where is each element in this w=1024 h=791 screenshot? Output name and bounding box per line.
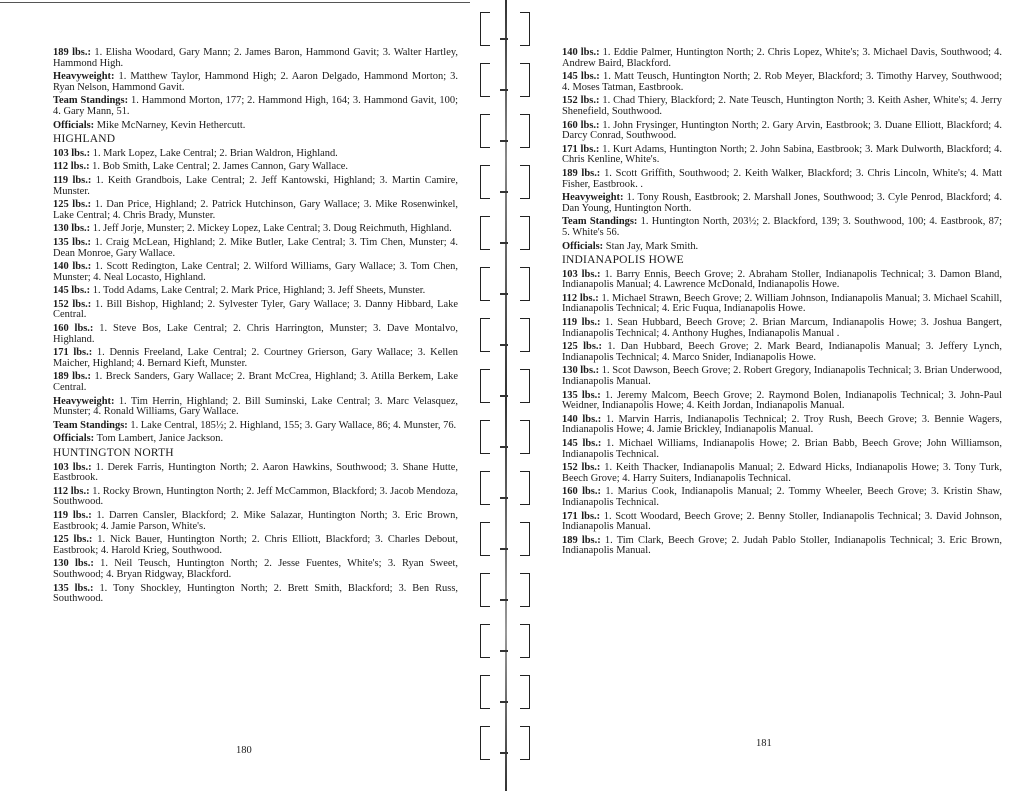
left-page: [0, 0, 470, 791]
entry-label: 112 lbs.:: [53, 161, 90, 173]
entry-text: 1. Rocky Brown, Huntington North; 2. Jeff McCammon, Blackford; 3. Jacob Mendoza, Southwood.: [53, 485, 458, 508]
result-entry: [562, 536, 1002, 557]
entry-text: 1. Jeff Jorje, Munster; 2. Mickey Lopez, Lake Central; 3. Doug Reichmuth, Highland.: [90, 223, 452, 235]
binding-mark-left: [480, 420, 490, 454]
entry-label: 119 lbs.:: [53, 174, 92, 186]
binding-mark-right: [520, 624, 530, 658]
entry-label: 140 lbs.:: [53, 261, 92, 273]
entry-label: 171 lbs.:: [562, 143, 600, 155]
page-number-left: 180: [236, 745, 252, 756]
entry-text: 1. Derek Farris, Huntington North; 2. Aaron Hawkins, Southwood; 3. Shane Hutte, Eastbrook.: [53, 461, 458, 484]
entry-label: 152 lbs.:: [53, 298, 92, 310]
binding-mark-left: [480, 726, 490, 760]
entry-text: 1. Lake Central, 185½; 2. Highland, 155; 3. Gary Wallace, 86; 4. Munster, 76.: [127, 419, 457, 431]
result-entry: [562, 512, 1002, 533]
result-entry: [53, 238, 458, 259]
binding-mark-right: [520, 12, 530, 46]
binding-mark-right: [520, 726, 530, 760]
entry-text: 1. Sean Hubbard, Beech Grove; 2. Brian Marcum, Indianapolis Howe; 3. Joshua Bangert, Indianapolis Technical; 4. Anthony Hughes, Indianapolis Manual .: [562, 317, 1002, 339]
entry-label: Team Standings:: [53, 95, 129, 107]
entry-text: 1. Marius Cook, Indianapolis Manual; 2. Tommy Wheeler, Beech Grove; 3. Kristin Shaw, Indianapolis Technical.: [562, 486, 1002, 508]
entry-text: 1. Neil Teusch, Huntington North; 2. Jesse Fuentes, White's; 3. Ryan Sweet, Southwood; 4. Bryan Ridgway, Blackford.: [53, 558, 458, 580]
result-entry: [53, 149, 458, 160]
section-heading: HUNTINGTON NORTH: [53, 447, 174, 459]
top-rule: [0, 2, 470, 3]
result-entry: [562, 96, 1002, 117]
entry-text: 1. Jeremy Malcom, Beech Grove; 2. Raymond Bolen, Indianapolis Technical; 3. John-Paul Weidner, Indianapolis Howe; 4. Keith Jordan, Indianapolis Manual.: [562, 389, 1002, 412]
entry-label: 145 lbs.:: [562, 438, 602, 449]
entry-text: 1. Keith Thacker, Indianapolis Manual; 2. Edward Hicks, Indianapolis Howe; 3. Tony Turk, Beech Grove; 4. Harry Suiters, Indianapolis Technical.: [562, 462, 1002, 484]
entry-text: 1. Dennis Freeland, Lake Central; 2. Courtney Grierson, Gary Wallace; 3. Kellen Maicher, Highland; 4. Bernard Kieft, Munster.: [53, 347, 458, 369]
binding-mark-right: [520, 522, 530, 556]
binding-tick: [500, 650, 508, 652]
result-entry: [53, 176, 458, 197]
right-page-column: [562, 48, 1002, 560]
binding-tick: [500, 752, 508, 754]
entry-text: 1. Eddie Palmer, Huntington North; 2. Chris Lopez, White's; 3. Michael Davis, Southwood; 4. Andrew Baird, Blackford.: [562, 47, 1002, 69]
entry-label: 103 lbs.:: [562, 268, 601, 280]
result-entry: [562, 242, 1002, 253]
entry-text: 1. Matthew Taylor, Hammond High; 2. Aaron Delgado, Hammond Morton; 3. Ryan Nelson, Hammond Gavit.: [53, 71, 458, 93]
binding-tick: [500, 599, 508, 601]
binding-mark-right: [520, 63, 530, 97]
binding-mark-left: [480, 624, 490, 658]
binding-tick: [500, 395, 508, 397]
entry-label: 103 lbs.:: [53, 147, 91, 159]
entry-text: 1. John Frysinger, Huntington North; 2. Gary Arvin, Eastbrook; 3. Duane Elliott, Blackford; 4. Darcy Conrad, Southwood.: [562, 119, 1002, 142]
entry-text: 1. Matt Teusch, Huntington North; 2. Rob Meyer, Blackford; 3. Timothy Harvey, Southwood; 4. Moses Tatman, Eastbrook.: [562, 71, 1002, 93]
result-entry: [53, 72, 458, 93]
entry-label: Heavyweight:: [53, 395, 115, 407]
binding-mark-left: [480, 267, 490, 301]
entry-text: 1. Bob Smith, Lake Central; 2. James Cannon, Gary Wallace.: [89, 161, 348, 173]
binding-mark-right: [520, 675, 530, 709]
result-entry: [53, 511, 458, 532]
result-entry: [562, 169, 1002, 190]
result-entry: [53, 224, 458, 235]
binding-tick: [500, 701, 508, 703]
entry-text: 1. Dan Hubbard, Beech Grove; 2. Mark Beard, Indianapolis Manual; 3. Jeffery Lynch, Indianapolis Technical; 4. Marco Snider, Indianapolis Howe.: [562, 341, 1002, 363]
binding-tick: [500, 140, 508, 142]
binding-mark-right: [520, 573, 530, 607]
entry-label: 125 lbs.:: [53, 534, 93, 546]
binding-tick: [500, 89, 508, 91]
result-entry: [53, 348, 458, 369]
entry-text: Mike McNarney, Kevin Hethercutt.: [94, 119, 246, 131]
entry-label: Officials:: [562, 240, 604, 252]
binding-mark-right: [520, 471, 530, 505]
entry-label: 130 lbs.:: [53, 223, 91, 235]
entry-label: 112 lbs.:: [53, 485, 90, 497]
entry-text: 1. Darren Cansler, Blackford; 2. Mike Salazar, Huntington North; 3. Eric Brown, Eastbrook; 4. Jamie Parson, White's.: [53, 509, 458, 532]
section-heading: INDIANAPOLIS HOWE: [562, 254, 684, 267]
entry-text: 1. Tim Clark, Beech Grove; 2. Judah Pablo Stoller, Indianapolis Technical; 3. Eric Brown, Indianapolis Manual.: [562, 534, 1002, 557]
entry-text: 1. Huntington North, 203½; 2. Blackford, 139; 3. Southwood, 100; 4. Eastbrook, 87; 5. White's 56.: [562, 216, 1002, 238]
result-entry: [562, 439, 1002, 460]
entry-text: 1. Steve Bos, Lake Central; 2. Chris Harrington, Munster; 3. Dave Montalvo, Highland.: [53, 323, 459, 345]
entry-text: 1. Barry Ennis, Beech Grove; 2. Abraham Stoller, Indianapolis Technical; 3. Damon Bland, Indianapolis Manual; 4. Lawrence McDonald, Indianapolis Howe.: [562, 268, 1002, 291]
page-number-right: 181: [756, 738, 772, 749]
entry-label: 152 lbs.:: [562, 462, 601, 474]
binding-tick: [500, 497, 508, 499]
result-entry: [53, 121, 458, 132]
entry-label: 103 lbs.:: [53, 461, 92, 473]
result-entry: [53, 372, 458, 393]
result-entry: [53, 584, 458, 605]
entry-text: 1. Michael Williams, Indianapolis Howe; 2. Brian Babb, Beech Grove; John Williamson, Indianapolis Technical.: [562, 438, 1002, 460]
result-entry: [53, 463, 458, 484]
entry-text: 1. Nick Bauer, Huntington North; 2. Chris Elliott, Blackford; 3. Charles Debout, Eastbrook; 4. Harold Krieg, Southwood.: [53, 534, 458, 556]
entry-label: Officials:: [53, 433, 95, 445]
binding-mark-right: [520, 165, 530, 199]
book-gutter: [470, 0, 540, 791]
entry-text: 1. Marvin Harris, Indianapolis Technical; 2. Troy Rush, Beech Grove; 3. Bennie Wagers, Indianapolis Howe; 4. Jamie Brickley, Indianapolis Manual.: [562, 413, 1003, 436]
result-entry: [562, 487, 1002, 508]
binding-mark-left: [480, 165, 490, 199]
entry-label: 130 lbs.:: [562, 365, 600, 377]
entry-text: Stan Jay, Mark Smith.: [603, 240, 699, 252]
result-entry: [562, 217, 1002, 238]
entry-label: 160 lbs.:: [562, 119, 600, 131]
binding-mark-right: [520, 318, 530, 352]
entry-text: 1. Chad Thiery, Blackford; 2. Nate Teusch, Huntington North; 3. Keith Asher, White's; 4. Jerry Shenefield, Southwood.: [562, 95, 1002, 117]
entry-label: 125 lbs.:: [562, 341, 602, 353]
result-entry: [562, 193, 1002, 214]
entry-text: 1. Scott Redington, Lake Central; 2. Wilford Williams, Gary Wallace; 3. Tom Chen, Munster; 4. Neal Locasto, Highland.: [53, 261, 458, 283]
result-entry: [562, 121, 1002, 142]
result-entry: [562, 72, 1002, 93]
result-entry: [562, 270, 1002, 291]
entry-text: 1. Breck Sanders, Gary Wallace; 2. Brant McCrea, Highland; 3. Atilla Berkem, Lake Central.: [53, 371, 458, 394]
entry-text: 1. Mark Lopez, Lake Central; 2. Brian Waldron, Highland.: [90, 147, 338, 159]
binding-tick: [500, 242, 508, 244]
binding-tick: [500, 191, 508, 193]
entry-text: 1. Kurt Adams, Huntington North; 2. John Sabina, Eastbrook; 3. Mark Dulworth, Blackford; 4. Chris Kenline, White's.: [562, 143, 1002, 166]
entry-text: 1. Elisha Woodard, Gary Mann; 2. James Baron, Hammond Gavit; 3. Walter Hartley, Hammond High.: [53, 47, 458, 69]
entry-text: 1. Bill Bishop, Highland; 2. Sylvester Tyler, Gary Wallace; 3. Danny Hibbard, Lake Central.: [53, 298, 459, 321]
entry-label: Heavyweight:: [562, 192, 624, 204]
entry-label: 160 lbs.:: [562, 486, 601, 498]
entry-label: 130 lbs.:: [53, 558, 94, 570]
entry-text: 1. Dan Price, Highland; 2. Patrick Hutchinson, Gary Wallace; 3. Mike Rosenwinkel, Lake Central; 4. Chris Brady, Munster.: [53, 199, 458, 221]
binding-mark-left: [480, 369, 490, 403]
entry-label: Officials:: [53, 119, 95, 131]
binding-mark-right: [520, 267, 530, 301]
result-entry: [562, 342, 1002, 363]
section-heading: HIGHLAND: [53, 133, 116, 146]
binding-mark-left: [480, 114, 490, 148]
entry-label: 160 lbs.:: [53, 323, 94, 335]
entry-label: 145 lbs.:: [562, 71, 600, 83]
binding-mark-left: [480, 471, 490, 505]
binding-mark-right: [520, 114, 530, 148]
result-entry: [562, 391, 1002, 412]
entry-label: 135 lbs.:: [562, 389, 601, 401]
entry-label: 152 lbs.:: [562, 95, 600, 107]
binding-tick: [500, 293, 508, 295]
entry-label: 171 lbs.:: [53, 347, 93, 359]
right-page: [540, 0, 1024, 791]
entry-label: 189 lbs.:: [562, 534, 601, 546]
entry-label: 119 lbs.:: [562, 317, 601, 329]
entry-text: 1. Tim Herrin, Highland; 2. Bill Suminski, Lake Central; 3. Marc Velasquez, Munster; 4. Ronald Williams, Gary Wallace.: [53, 395, 458, 418]
entry-label: Heavyweight:: [53, 71, 115, 83]
entry-label: 125 lbs.:: [53, 199, 92, 211]
binding-tick: [500, 548, 508, 550]
entry-text: 1. Keith Grandbois, Lake Central; 2. Jeff Kantowski, Highland; 3. Martin Camire, Munster.: [53, 174, 458, 197]
entry-text: 1. Scott Woodard, Beech Grove; 2. Benny Stoller, Indianapolis Technical; 3. David Johnson, Indianapolis Manual.: [562, 510, 1003, 533]
left-page-column: [53, 48, 458, 608]
result-entry: [53, 397, 458, 418]
entry-label: 140 lbs.:: [562, 47, 600, 58]
entry-label: 145 lbs.:: [53, 285, 91, 297]
result-entry: [53, 421, 458, 432]
result-entry: [53, 487, 458, 508]
entry-text: 1. Todd Adams, Lake Central; 2. Mark Price, Highland; 3. Jeff Sheets, Munster.: [90, 285, 426, 297]
binding-mark-left: [480, 675, 490, 709]
entry-label: 135 lbs.:: [53, 582, 94, 594]
binding-mark-right: [520, 216, 530, 250]
entry-label: 140 lbs.:: [562, 413, 602, 425]
entry-text: 1. Craig McLean, Highland; 2. Mike Butler, Lake Central; 3. Tim Chen, Munster; 4. Dean Monroe, Gary Wallace.: [53, 236, 458, 259]
entry-text: 1. Tony Shockley, Huntington North; 2. Brett Smith, Blackford; 3. Ben Russ, Southwood.: [53, 582, 458, 605]
result-entry: [562, 145, 1002, 166]
binding-mark-left: [480, 63, 490, 97]
binding-tick: [500, 38, 508, 40]
result-entry: [53, 300, 458, 321]
binding-mark-right: [520, 369, 530, 403]
entry-label: Team Standings:: [562, 216, 638, 228]
result-entry: [53, 286, 458, 297]
result-entry: [562, 366, 1002, 387]
entry-text: 1. Scot Dawson, Beech Grove; 2. Robert Gregory, Indianapolis Technical; 3. Brian Underwood, Indianapolis Manual.: [562, 365, 1002, 388]
binding-tick: [500, 344, 508, 346]
binding-mark-left: [480, 216, 490, 250]
entry-label: 171 lbs.:: [562, 510, 601, 522]
result-entry: [53, 262, 458, 283]
result-entry: [53, 324, 458, 345]
binding-mark-left: [480, 318, 490, 352]
binding-mark-left: [480, 12, 490, 46]
result-entry: [53, 559, 458, 580]
entry-text: Tom Lambert, Janice Jackson.: [94, 433, 224, 445]
entry-label: 189 lbs.:: [53, 371, 91, 383]
entry-label: 189 lbs.:: [53, 47, 91, 58]
result-entry: [562, 294, 1002, 315]
result-entry: [562, 318, 1002, 339]
result-entry: [53, 48, 458, 69]
result-entry: [53, 96, 458, 117]
entry-text: 1. Tony Roush, Eastbrook; 2. Marshall Jones, Southwood; 3. Cyle Penrod, Blackford; 4. Dan Young, Huntington North.: [562, 192, 1002, 214]
result-entry: [53, 434, 458, 445]
entry-label: 189 lbs.:: [562, 167, 601, 179]
entry-text: 1. Michael Strawn, Beech Grove; 2. William Johnson, Indianapolis Manual; 3. Michael Scahill, Indianapolis Technical; 4. Eric Fuqua, Indianapolis Howe.: [562, 292, 1002, 315]
entry-label: 135 lbs.:: [53, 236, 92, 248]
result-entry: [53, 162, 458, 173]
binding-mark-left: [480, 522, 490, 556]
result-entry: [562, 415, 1002, 436]
entry-text: 1. Hammond Morton, 177; 2. Hammond High, 164; 3. Hammond Gavit, 100; 4. Gary Mann, 51.: [53, 95, 458, 117]
result-entry: [53, 200, 458, 221]
binding-mark-left: [480, 573, 490, 607]
binding-mark-right: [520, 420, 530, 454]
result-entry: [562, 48, 1002, 69]
entry-label: Team Standings:: [53, 419, 128, 431]
entry-label: 112 lbs.:: [562, 292, 599, 304]
result-entry: [562, 463, 1002, 484]
entry-label: 119 lbs.:: [53, 509, 92, 521]
entry-text: 1. Scott Griffith, Southwood; 2. Keith Walker, Blackford; 3. Chris Lincoln, White's; 4. Matt Fisher, Eastbrook. .: [562, 167, 1002, 190]
binding-tick: [500, 446, 508, 448]
result-entry: [53, 535, 458, 556]
